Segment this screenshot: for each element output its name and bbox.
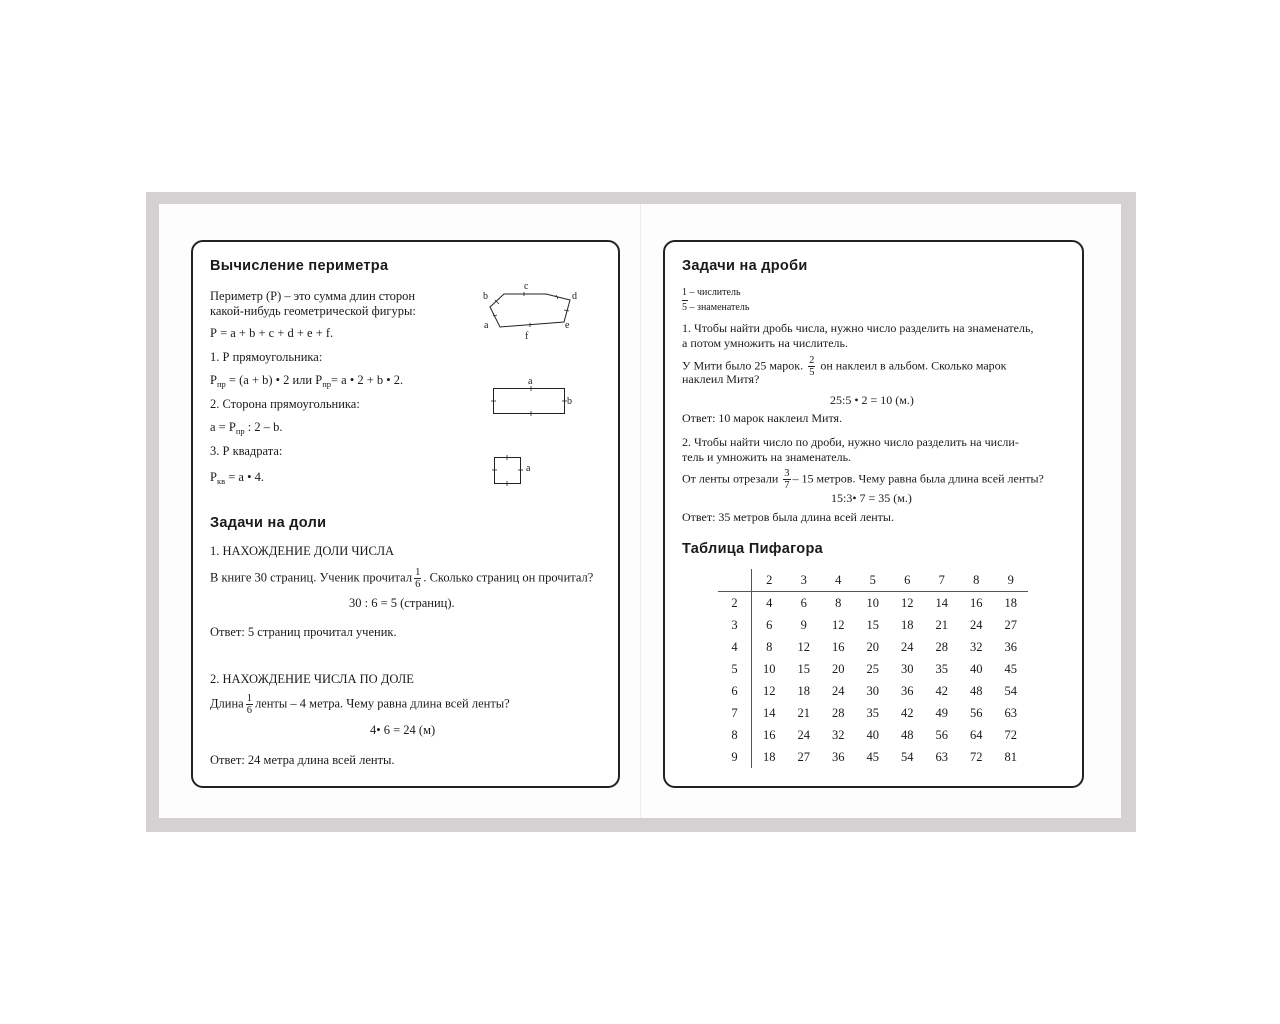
table-row-header-cell: 3 [718,614,752,636]
perimeter-formula: Р = a + b + c + d + e + f. [210,326,334,340]
table-cell: 14 [935,595,948,610]
table-cell: 72 [1004,727,1017,742]
table-header-cell: 7 [925,569,960,592]
table-cell: 45 [866,749,879,764]
table-header-cell: 3 [787,569,822,592]
table-cell: 16 [832,639,845,654]
table-row [718,702,1028,724]
hexagon-label-c: c [524,281,529,292]
table-cell: 16 [763,727,776,742]
table-header-cell: 4 [821,569,856,592]
table-cell: 81 [1004,749,1017,764]
table-cell: 28 [935,639,948,654]
table-cell: 56 [935,727,948,742]
table-cell: 12 [797,639,810,654]
table-cell: 48 [901,727,914,742]
fraction-example2-problem: От ленты отрезали $\frac{3}{7}$ – 15 метров. Чему равна была длина всей ленты? [682,468,1044,491]
table-cell: 15 [866,617,879,632]
table-cell: 18 [901,617,914,632]
table-cell: 42 [935,683,948,698]
table-cell: 18 [1004,595,1017,610]
table-row-header-cell: 7 [718,702,752,724]
table-cell: 20 [866,639,879,654]
table-cell: 24 [797,727,810,742]
hexagon-label-f: f [525,331,529,342]
perimeter-title: Вычисление периметра [210,258,389,274]
share-of-number-calculation: 30 : 6 = 5 (страниц). [349,596,455,610]
table-cell: 24 [901,639,914,654]
fraction-rule1-line2: а потом умножить на числитель. [682,336,849,350]
table-cell: 40 [866,727,879,742]
table-cell: 9 [800,617,807,632]
table-cell: 21 [797,705,810,720]
share-of-number-problem: В книге 30 страниц. Ученик прочитал $\frac{1}{6}$ . Сколько страниц он прочитал? [210,567,594,590]
table-cell: 63 [935,749,948,764]
number-by-share-answer: Ответ: 24 метра длина всей ленты. [210,753,395,767]
fraction-three-sevenths: $\frac{3}{7}$ [784,468,790,491]
table-cell: 10 [763,661,776,676]
table-cell: 8 [835,595,842,610]
perimeter-definition-line1: Периметр (Р) – это сумма длин сторон [210,289,416,303]
hexagon-label-a: a [484,320,489,331]
table-cell: 54 [901,749,914,764]
table-cell: 32 [970,639,983,654]
table-row-header-cell: 4 [718,636,752,658]
square-perimeter-formula: $Р_{кв} = a$ • 4. [210,470,264,486]
table-cell: 30 [866,683,879,698]
table-cell: 16 [970,595,983,610]
table-cell: 12 [901,595,914,610]
square-label-a: a [526,463,531,474]
table-cell: 4 [766,595,773,610]
table-row-header-cell: 2 [718,592,752,615]
rectangle-perimeter-heading: 1. Р прямоугольника: [210,350,323,364]
table-cell: 72 [970,749,983,764]
table-header-cell [718,569,752,592]
fraction-rule2-line2: тель и умножить на знаменатель. [682,450,852,464]
pythagoras-table [718,569,1028,768]
table-cell: 64 [970,727,983,742]
fractions-title: Задачи на дроби [682,258,808,274]
table-cell: 15 [797,661,810,676]
square-perimeter-heading: 3. Р квадрата: [210,444,283,458]
table-cell: 20 [832,661,845,676]
table-cell: 42 [901,705,914,720]
table-cell: 30 [901,661,914,676]
table-row [718,592,1028,615]
table-cell: 36 [832,749,845,764]
table-cell: 32 [832,727,845,742]
table-cell: 27 [797,749,810,764]
table-cell: 24 [832,683,845,698]
fraction-example1-answer: Ответ: 10 марок наклеил Митя. [682,411,843,425]
table-cell: 6 [766,617,773,632]
rectangle-label-a: a [528,376,533,387]
perimeter-definition-line2: какой-нибудь геометрической фигуры: [210,304,416,318]
table-cell: 18 [797,683,810,698]
table-cell: 8 [766,639,773,654]
rectangle-perimeter-formula: $Р_{пр} = (a + b)$ • 2 или $Р_{пр}= a$ • 2 + b • 2. [210,373,404,389]
table-header-cell: 6 [890,569,925,592]
table-header-cell: 9 [994,569,1029,592]
table-row-header-cell: 8 [718,724,752,746]
fraction-example2-calculation: 15:3• 7 = 35 (м.) [831,491,912,505]
table-cell: 35 [866,705,879,720]
table-cell: 12 [763,683,776,698]
rectangle-side-formula: $a = Р_{пр}$ : 2 – b. [210,420,283,436]
table-cell: 36 [901,683,914,698]
table-header-cell: 5 [856,569,891,592]
number-by-share-calculation: 4• 6 = 24 (м) [370,723,436,737]
table-cell: 56 [970,705,983,720]
table-row [718,724,1028,746]
pythagoras-title: Таблица Пифагора [682,541,823,557]
rectangle-figure [493,388,565,414]
share-of-number-heading: 1. НАХОЖДЕНИЕ ДОЛИ ЧИСЛА [210,544,395,558]
table-row [718,680,1028,702]
hexagon-label-e: e [565,320,570,331]
shares-title: Задачи на доли [210,515,327,531]
rectangle-label-b: b [567,396,572,407]
fraction-example2-answer: Ответ: 35 метров была длина всей ленты. [682,510,894,524]
hexagon-figure [490,292,570,330]
square-figure [494,457,521,484]
table-row [718,746,1028,768]
table-cell: 49 [935,705,948,720]
fraction-one-sixth: $\frac{1}{6}$ [415,567,421,590]
table-cell: 24 [970,617,983,632]
number-by-share-heading: 2. НАХОЖДЕНИЕ ЧИСЛА ПО ДОЛЕ [210,672,414,686]
table-header-cell: 8 [959,569,994,592]
number-by-share-problem: Длина $\frac{1}{6}$ ленты – 4 метра. Чему равна длина всей ленты? [210,693,510,716]
table-header-cell: 2 [752,569,787,592]
table-cell: 12 [832,617,845,632]
table-cell: 35 [935,661,948,676]
table-cell: 28 [832,705,845,720]
table-cell: 21 [935,617,948,632]
fraction-example1-line2: наклеил Митя? [682,372,760,386]
table-row [718,636,1028,658]
table-cell: 48 [970,683,983,698]
table-cell: 14 [763,705,776,720]
fraction-one-sixth-2: $\frac{1}{6}$ [246,693,252,716]
table-cell: 6 [800,595,807,610]
hexagon-label-b: b [483,291,488,302]
fraction-two-fifths: $\frac{2}{5}$ [809,355,815,378]
table-row-header-cell: 9 [718,746,752,768]
table-cell: 40 [970,661,983,676]
table-cell: 27 [1004,617,1017,632]
fraction-rule1-line1: 1. Чтобы найти дробь числа, нужно число разделить на знаменатель, [682,321,1034,335]
table-row [718,658,1028,680]
rectangle-side-heading: 2. Сторона прямоугольника: [210,397,360,411]
fraction-legend: 1 – числитель 5 – знаменатель [682,287,750,313]
fraction-example1-calculation: 25:5 • 2 = 10 (м.) [830,393,914,407]
fraction-example1-line1: У Мити было 25 марок. $\frac{2}{5}$ он наклеил в альбом. Сколько марок [682,355,1007,378]
table-cell: 45 [1004,661,1017,676]
share-of-number-answer: Ответ: 5 страниц прочитал ученик. [210,625,397,639]
table-row [718,614,1028,636]
table-cell: 18 [763,749,776,764]
table-cell: 10 [866,595,879,610]
table-cell: 25 [866,661,879,676]
table-header-row [718,569,1028,592]
hexagon-label-d: d [572,291,577,302]
table-cell: 54 [1004,683,1017,698]
fraction-rule2-line1: 2. Чтобы найти число по дроби, нужно число разделить на числи- [682,435,1019,449]
table-cell: 63 [1004,705,1017,720]
table-cell: 36 [1004,639,1017,654]
spine-fold [640,204,641,818]
table-row-header-cell: 6 [718,680,752,702]
table-row-header-cell: 5 [718,658,752,680]
